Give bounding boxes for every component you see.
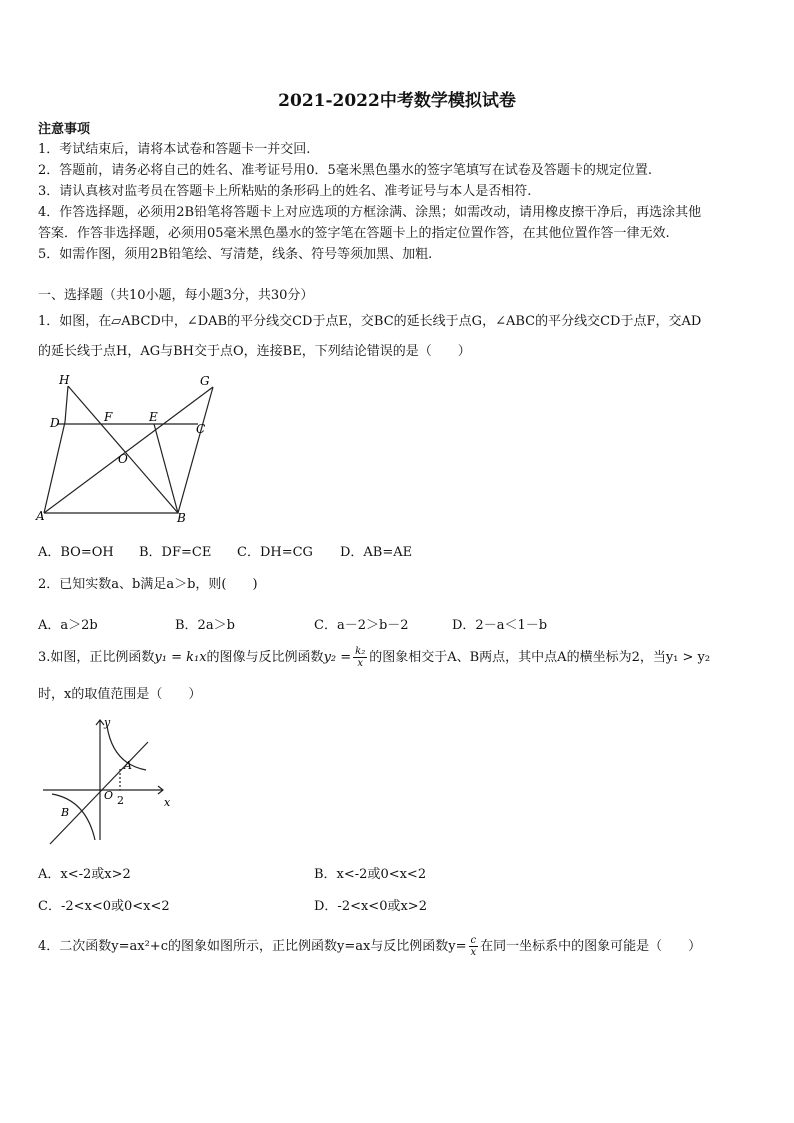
q3-graph-figure [38,712,183,847]
q3-y1-expression: y₁ = k₁x [154,650,207,665]
q1-label-c: C [196,422,206,436]
q1-parallelogram-figure [34,370,219,525]
q1-label-a: A [36,509,45,523]
q3-frac-numerator: k₂ [355,646,366,657]
q3-option-d[interactable]: D．-2<x<0或x>2 [314,899,427,914]
notice-item: 3．请认真核对监考员在答题卡上所粘贴的条形码上的姓名、准考证号与本人是否相符. [38,184,532,199]
page-title: 2021-2022中考数学模拟试卷 [278,91,516,111]
q4-frac-denominator: x [470,947,477,958]
q4-stem-suffix: 在同一坐标系中的图象可能是（ ） [480,939,702,954]
notice-item: 1．考试结束后，请将本试卷和答题卡一并交回. [38,142,311,157]
q1-label-e: E [149,410,158,424]
q1-label-d: D [50,416,60,430]
q4-frac-numerator: c [470,935,477,946]
q3-fraction [353,646,367,669]
q1-option-d[interactable]: D．AB=AE [340,545,413,560]
q3-option-b[interactable]: B．x<-2或0<x<2 [314,867,427,882]
q3-label-x: x [164,796,171,809]
q3-y2-expression: y₂ = [323,650,352,665]
q2-option-b[interactable]: B．2a＞b [175,618,235,633]
q3-label-b: B [61,806,70,819]
q3-label-two: 2 [117,794,124,807]
q3-stem-line1 [38,646,710,670]
notice-item: 4．作答选择题，必须用2B铅笔将答题卡上对应选项的方框涂满、涂黑；如需改动，请用橡皮擦干净后，再选涂其他 [38,205,702,220]
q4-stem [38,934,701,960]
q4-fraction [469,935,479,958]
q3-label-y: y [104,716,111,729]
q1-option-b[interactable]: B．DF=CE [139,545,212,560]
q1-label-h: H [59,373,70,387]
notice-heading: 注意事项 [38,122,91,137]
q1-stem-line2: 的延长线于点H，AG与BH交于点O，连接BE，下列结论错误的是（ ） [38,344,471,359]
q1-segment-hb [68,386,178,513]
q3-stem-line2: 时，x的取值范围是（ ） [38,687,202,702]
notice-item: 2．答题前，请务必将自己的姓名、准考证号用0．5毫米黑色墨水的签字笔填写在试卷及答题卡的规定位置. [38,163,652,178]
q2-option-d[interactable]: D．2－a＜1－b [452,618,548,633]
q1-label-g: G [200,374,210,388]
q1-segment-ag [44,387,213,513]
q1-segment-hd [65,386,68,422]
q3-frac-denominator: x [357,658,364,669]
q3-stem-prefix: 3.如图，正比例函数 [38,650,155,665]
notice-item: 5．如需作图，须用2B铅笔绘、写清楚，线条、符号等须加黑、加粗. [38,247,433,262]
q1-stem-line1: 1．如图，在▱ABCD中，∠DAB的平分线交CD于点E，交BC的延长线于点G，∠ABC的平分线交CD于点F，交AD [38,314,702,329]
q2-stem: 2．已知实数a、b满足a＞b，则( ) [38,577,258,592]
q1-option-a[interactable]: A．BO=OH [38,545,114,560]
q1-segment-bg [178,387,213,513]
q2-option-c[interactable]: C．a－2＞b－2 [314,618,409,633]
q1-label-o: O [118,452,128,466]
q3-label-o: O [104,789,114,802]
q3-hyperbola-lower [52,794,95,840]
q3-stem-mid: 的图像与反比例函数 [206,650,324,665]
q4-stem-prefix: 4．二次函数y=ax²+c的图象如图所示，正比例函数y=ax与反比例函数y= [38,939,467,954]
q3-option-a[interactable]: A．x<-2或x>2 [38,867,131,882]
q1-label-f: F [104,410,113,424]
notice-item: 答案．作答非选择题，必须用05毫米黑色墨水的签字笔在答题卡上的指定位置作答，在其他位置作答一律无效. [38,226,670,241]
q1-label-b: B [177,511,186,525]
q3-stem-suffix: 的图象相交于A、B两点，其中点A的横坐标为2，当y₁ > y₂ [369,650,711,665]
q2-option-a[interactable]: A．a＞2b [38,618,98,633]
section-heading: 一、选择题（共10小题，每小题3分，共30分） [38,288,314,303]
q1-option-c[interactable]: C．DH=CG [237,545,313,560]
q3-proportional-line [50,742,148,844]
q3-option-c[interactable]: C．-2<x<0或0<x<2 [38,899,170,914]
q3-label-a: A [124,759,132,772]
